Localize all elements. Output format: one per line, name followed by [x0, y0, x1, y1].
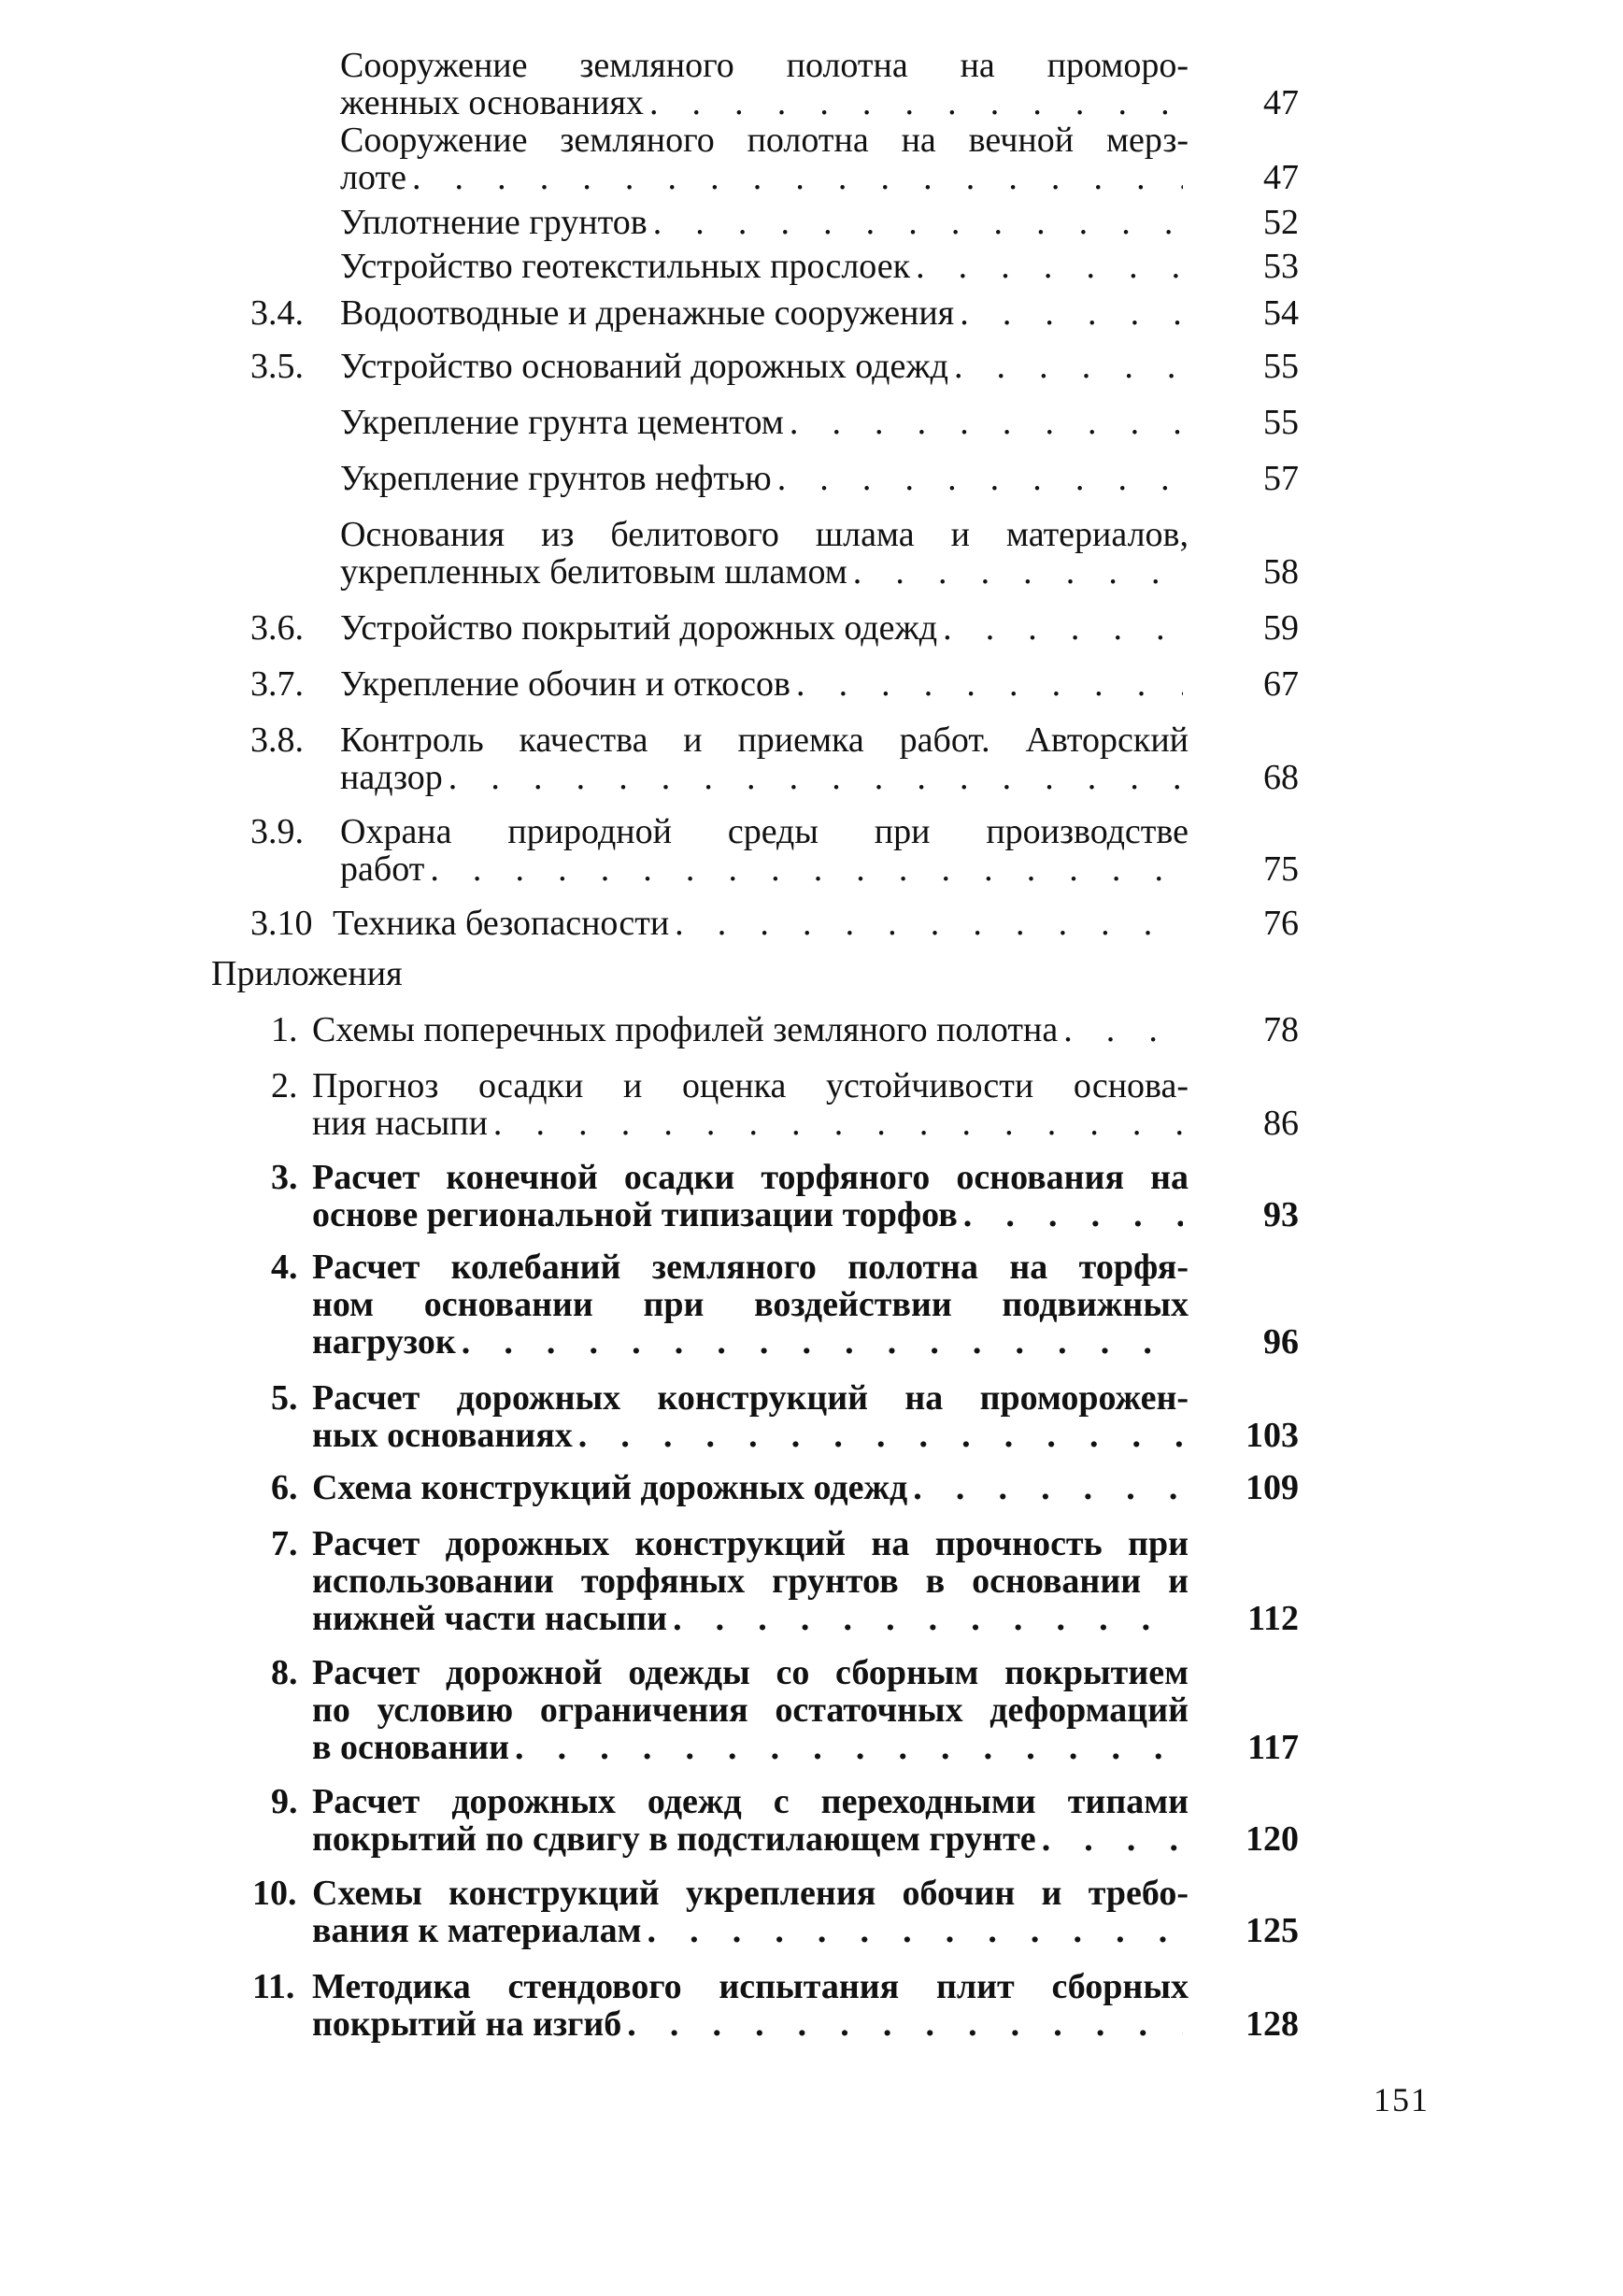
toc-entry-line: женных основаниях . . . — [340, 84, 1189, 121]
toc-entry-line: Прогноз осадки и оценка устойчивости основа- — [312, 1066, 1189, 1105]
toc-page-number: 59 — [1263, 608, 1299, 648]
leader-dots — [853, 553, 1183, 591]
toc-entry-number: 3.8. — [250, 720, 304, 760]
toc-entry-line: Охрана природной среды при производстве — [340, 812, 1189, 851]
toc-entry-line: Расчет дорожных конструкций на прочность при — [312, 1524, 1189, 1563]
leader-dots — [627, 2005, 1183, 2043]
toc-entry-line: нижней части насыпи . . . — [312, 1600, 1189, 1637]
toc-entry-line: Устройство покрытий дорожных одежд . . . — [340, 609, 1189, 647]
toc-page-number: 67 — [1263, 664, 1299, 704]
toc-entry-line: использовании торфяных грунтов в основании и — [312, 1562, 1189, 1601]
leader-dots — [954, 348, 1183, 385]
leader-dots — [796, 665, 1183, 703]
toc-entry-number: 5. — [271, 1378, 298, 1418]
leader-dots — [578, 1417, 1183, 1454]
toc-entry-line: ния насыпи . . . — [312, 1105, 1189, 1142]
toc-page-number: 78 — [1263, 1010, 1299, 1049]
toc-page-number: 103 — [1246, 1416, 1299, 1455]
toc-entry-number: 3.5. — [250, 347, 304, 386]
toc-entry-line: Сооружение земляного полотна на проморо- — [340, 46, 1189, 85]
toc-entry-line: ном основании при воздействии подвижных — [312, 1285, 1189, 1324]
toc-page-number: 76 — [1263, 904, 1299, 943]
toc-page-number: 86 — [1263, 1104, 1299, 1143]
toc-entry-line: Расчет дорожной одежды со сборным покрытием — [312, 1653, 1189, 1692]
toc-entry-line: Расчет колебаний земляного полотна на торфя- — [312, 1248, 1189, 1287]
toc-entry-number: 3. — [271, 1158, 298, 1197]
toc-entry-line: покрытий на изгиб . . . — [312, 2005, 1189, 2043]
toc-entry-number: 2. — [271, 1066, 298, 1105]
toc-entry-line: Расчет дорожных одежд с переходными типами — [312, 1782, 1189, 1821]
toc-entry-number: 3.9. — [250, 812, 304, 851]
toc-entry-line: Схемы конструкций укрепления обочин и требо- — [312, 1874, 1189, 1913]
toc-entry-number: 3.4. — [250, 293, 304, 333]
leader-dots — [943, 609, 1183, 647]
toc-entry-line: Контроль качества и приемка работ. Авторский — [340, 720, 1189, 760]
toc-entry-line: Расчет конечной осадки торфяного основания на — [312, 1158, 1189, 1197]
leader-dots — [462, 1323, 1183, 1361]
toc-page-number: 68 — [1263, 758, 1299, 797]
leader-dots — [790, 404, 1183, 441]
toc-entry-line: в основании . . . — [312, 1729, 1189, 1766]
toc-entry-line: Укрепление обочин и откосов . . . — [340, 665, 1189, 703]
leader-dots — [913, 1469, 1183, 1506]
toc-entry-line: Устройство оснований дорожных одежд . . . — [340, 348, 1189, 385]
toc-entry-number: 1. — [271, 1010, 298, 1049]
leader-dots — [777, 460, 1183, 497]
leader-dots — [430, 850, 1183, 888]
toc-page-number: 128 — [1246, 2004, 1299, 2044]
toc-entry-number: 11. — [252, 1967, 295, 2006]
toc-entry-line: Техника безопасности . . . — [333, 905, 1189, 942]
toc-page-number: 58 — [1263, 552, 1299, 592]
toc-entry-line: по условию ограничения остаточных деформаций — [312, 1690, 1189, 1730]
leader-dots — [649, 84, 1183, 121]
toc-page-number: 96 — [1263, 1322, 1299, 1362]
toc-page-number: 120 — [1246, 1819, 1299, 1859]
toc-entry-line: Схемы поперечных профилей земляного полотна . . . — [312, 1011, 1189, 1048]
toc-entry-number: 3.6. — [250, 608, 304, 648]
toc-page-number: 52 — [1263, 203, 1299, 242]
leader-dots — [515, 1729, 1183, 1766]
page-folio: 151 — [1374, 2081, 1430, 2118]
toc-page-number: 47 — [1263, 83, 1299, 122]
toc-entry-line: основе региональной типизации торфов . . . — [312, 1196, 1189, 1234]
toc-entry-number: 7. — [271, 1524, 298, 1563]
toc-entry-line: Устройство геотекстильных прослоек . . . — [340, 248, 1189, 285]
toc-entry-line: нагрузок . . . — [312, 1323, 1189, 1361]
toc-page-number: 125 — [1246, 1911, 1299, 1950]
appendix-heading: Приложения — [211, 954, 403, 993]
toc-entry-line: Укрепление грунта цементом . . . — [340, 404, 1189, 441]
leader-dots — [448, 759, 1183, 796]
toc-entry-line: Водоотводные и дренажные сооружения . . . — [340, 294, 1189, 332]
leader-dots — [648, 1912, 1183, 1949]
toc-page-number: 57 — [1263, 459, 1299, 498]
toc-page-number: 47 — [1263, 158, 1299, 197]
toc-page-number: 75 — [1263, 849, 1299, 889]
toc-entry-line: работ . . . — [340, 850, 1189, 888]
toc-entry-line: ных основаниях . . . — [312, 1417, 1189, 1454]
toc-page-number: 53 — [1263, 247, 1299, 286]
leader-dots — [1042, 1820, 1183, 1858]
leader-dots — [1063, 1011, 1183, 1048]
toc-page-number: 117 — [1247, 1728, 1299, 1767]
toc-page-number: 93 — [1263, 1195, 1299, 1234]
toc-entry-line: надзор . . . — [340, 759, 1189, 796]
toc-page-number: 55 — [1263, 347, 1299, 386]
toc-entry-line: лоте . . . — [340, 159, 1189, 196]
toc-entry-number: 3.7. — [250, 664, 304, 704]
toc-entry-line: Сооружение земляного полотна на вечной мерз- — [340, 121, 1189, 160]
toc-page-number: 55 — [1263, 403, 1299, 442]
toc-entry-line: Методика стендового испытания плит сборных — [312, 1967, 1189, 2006]
toc-page-number: 54 — [1263, 293, 1299, 333]
leader-dots — [493, 1105, 1183, 1142]
toc-entry-line: вания к материалам . . . — [312, 1912, 1189, 1949]
toc-entry-line: Схема конструкций дорожных одежд . . . — [312, 1469, 1189, 1506]
leader-dots — [675, 905, 1183, 942]
toc-entry-number: 8. — [271, 1653, 298, 1692]
toc-page-number: 112 — [1247, 1599, 1299, 1638]
toc-entry-line: Расчет дорожных конструкций на проморожен- — [312, 1378, 1189, 1418]
leader-dots — [963, 1196, 1183, 1234]
leader-dots — [412, 159, 1183, 196]
toc-entry-line: укрепленных белитовым шламом . . . — [340, 553, 1189, 591]
toc-entry-number: 9. — [271, 1782, 298, 1821]
leader-dots — [960, 294, 1183, 332]
toc-page-number: 109 — [1246, 1468, 1299, 1507]
toc-entry-number: 4. — [271, 1248, 298, 1287]
toc-entry-number: 10. — [252, 1874, 297, 1913]
leader-dots — [653, 204, 1183, 241]
toc-entry-number: 6. — [271, 1468, 298, 1507]
toc-entry-line: Уплотнение грунтов . . . — [340, 204, 1189, 241]
toc-entry-line: покрытий по сдвигу в подстилающем грунте . . . — [312, 1820, 1189, 1858]
leader-dots — [916, 248, 1183, 285]
toc-entry-number: 3.10 — [250, 904, 313, 943]
leader-dots — [673, 1600, 1183, 1637]
toc-entry-line: Основания из белитового шлама и материалов, — [340, 515, 1189, 554]
toc-entry-line: Укрепление грунтов нефтью . . . — [340, 460, 1189, 497]
